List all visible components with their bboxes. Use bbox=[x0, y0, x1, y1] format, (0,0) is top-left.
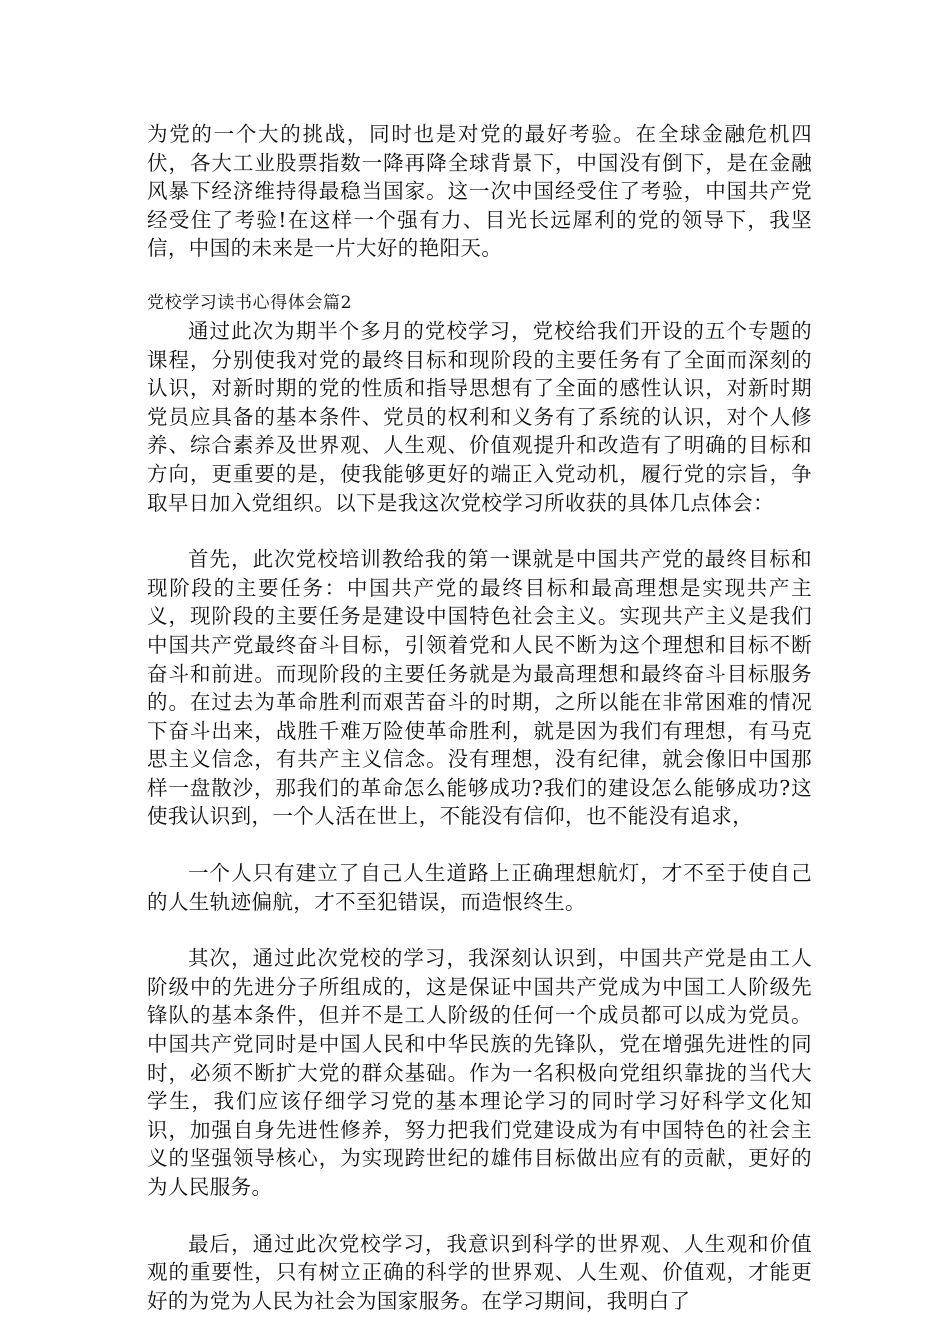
paragraph-last: 最后，通过此次党校学习，我意识到科学的世界观、人生观和价值观的重要性，只有树立正确的科学的世界观、人生观、价值观，才能更好的为党为人民为社会为国家服务。在学习期间，我明白了 bbox=[147, 1231, 812, 1313]
paragraph-ideal: 一个人只有建立了自己人生道路上正确理想航灯，才不至于使自己的人生轨迹偏航，才不至犯错误，而造恨终生。 bbox=[147, 861, 812, 914]
paragraph-overview: 通过此次为期半个多月的党校学习，党校给我们开设的五个专题的课程，分别使我对党的最终目标和现阶段的主要任务有了全面而深刻的认识，对新时期的党的性质和指导思想有了全面的感性认识，对新时期党员应具备的基本条件、党员的权利和义务有了系统的认识，对个人修养、综合素养及世界观、人生观、价值观提升和改造有了明确的目标和方向，更重要的是，使我能够更好的端正入党动机，履行党的宗旨，争取早日加入党组织。以下是我这次党校学习所收获的具体几点体会： bbox=[147, 318, 812, 515]
section-heading: 党校学习读书心得体会篇2 bbox=[147, 292, 353, 313]
document-page bbox=[147, 120, 812, 1315]
paragraph-second: 其次，通过此次党校的学习，我深刻认识到，中国共产党是由工人阶级中的先进分子所组成的，这是保证中国共产党成为中国工人阶级先锋队的基本条件，但并不是工人阶级的任何一个成员都可以成为党员。中国共产党同时是中国人民和中华民族的先锋队，党在增强先进性的同时，必须不断扩大党的群众基础。作为一名积极向党组织靠拢的当代大学生，我们应该仔细学习党的基本理论学习的同时学习好科学文化知识，加强自身先进性修养，努力把我们党建设成为有中国特色的社会主义的坚强领导核心，为实现跨世纪的雄伟目标做出应有的贡献，更好的为人民服务。 bbox=[147, 946, 812, 1199]
paragraph-first: 首先，此次党校培训教给我的第一课就是中国共产党的最终目标和现阶段的主要任务：中国共产党的最终目标和最高理想是实现共产主义，现阶段的主要任务是建设中国特色社会主义。实现共产主义是我们中国共产党最终奋斗目标，引领着党和人民不断为这个理想和目标不断奋斗和前进。而现阶段的主要任务就是为最高理想和最终奋斗目标服务的。在过去为革命胜利而艰苦奋斗的时期，之所以能在非常困难的情况下奋斗出来，战胜千难万险使革命胜利，就是因为我们有理想，有马克思主义信念，有共产主义信念。没有理想，没有纪律，就会像旧中国那样一盘散沙，那我们的革命怎么能够成功?我们的建设怎么能够成功?这使我认识到，一个人活在世上，不能没有信仰，也不能没有追求， bbox=[147, 547, 812, 829]
paragraph-intro: 为党的一个大的挑战，同时也是对党的最好考验。在全球金融危机四伏，各大工业股票指数一降再降全球背景下，中国没有倒下，是在金融风暴下经济维持得最稳当国家。这一次中国经受住了考验，中国共产党经受住了考验!在这样一个强有力、目光长远犀利的党的领导下，我坚信，中国的未来是一片大好的艳阳天。 bbox=[147, 122, 812, 261]
